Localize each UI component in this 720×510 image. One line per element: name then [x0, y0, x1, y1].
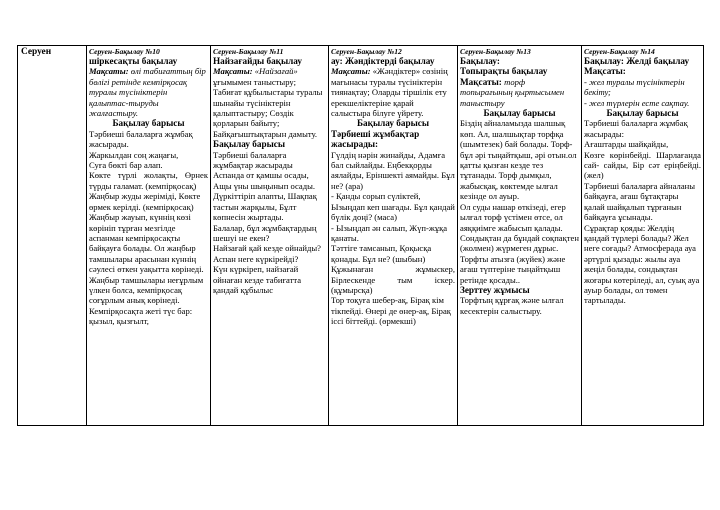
cell-line: Зерттеу жұмысы [460, 284, 530, 295]
cell-line: Балалар, бұл жұмбақтардың шешуі не екен? [213, 222, 317, 243]
cell-line: Серуен-Бақылау №14 [584, 47, 655, 56]
cell-line-segment: «Жәндіктер» сөзінің мағынасы туралы түсініктерін тиянақтау; Оларды тіршілік ету ерекшеліктеріне қарай салыстыра білуге үйрету. [331, 66, 448, 119]
row-label-walk [18, 46, 87, 426]
cell-line: Бақылау барысы [356, 118, 430, 129]
cell-line: Тәрбиеші балаларға айналаны байқауға, ағаш бұтақтары қалай шайқалып тұрғанын байқауға ұсынады. [584, 180, 696, 223]
cell-line: Көзге көрінбейді. Шарлағанда сай- сайды, Бір сәт еріңбейді. (жел) [584, 149, 701, 181]
cell-observation-14 [582, 46, 704, 426]
cell-line: Тәрбиеші балаларға жұмбақ жасырады. [89, 128, 193, 150]
cell-line: - жел түрлерін есте сақтау. [584, 97, 690, 108]
cell-line: Тәрбиеші балаларға жұмбақ жасырады: [584, 118, 688, 139]
cell-line: Серуен-Бақылау №10 [89, 47, 160, 56]
cell-line: Найзағай қай кезде ойнайды? [213, 243, 321, 254]
cell-line [331, 66, 455, 118]
cell-line: Суға бөкті бар алап. [89, 160, 163, 171]
cell-line: Тәрбиеші балаларға жұмбақтар жасырады [213, 149, 293, 171]
cell-line: Біздің айналамызда шалшық көп. Ал, шалшықтар торфқа (шымтезек) бай болады. Торф-бұл әрі тыңайтқыш, әрі отын.ол қатты қызған кезде тез тұтанады. Торф дымқыл, жабысқақ, көктемде ылғал кезінде ол ауыр. [460, 118, 577, 202]
cell-line [89, 66, 208, 118]
cell-line: Найзағайды бақылау [213, 56, 303, 66]
cell-line: Топырақты бақылау [460, 66, 548, 77]
cell-line: Дүркіттіріп алапты, Шақпақ тастын жарқылы, Бұлт көпнесін жыртады. [213, 191, 317, 223]
cell-line: - Қанды сорып сүліктей, Ызыңдап кеп шағады. Бұл қандай бүлік доңі? (маса) [331, 191, 455, 223]
cell-line: Бақылау барысы [606, 108, 679, 119]
cell-line: шіркесақты бақылау [89, 56, 178, 66]
cell-observation-12 [329, 46, 458, 426]
cell-line: Тор тоқуға шебер-ақ, Бірақ кім тікпейді. Өнері де өнер-ақ, Бірақ іссі біттейді. (өрмекші) [331, 295, 451, 327]
cell-line: Бақылау барысы [213, 139, 286, 150]
cell-line: Жаркылдан соң жаңағы, [89, 149, 179, 160]
cell-line: Аспан неге күркірейді? [213, 253, 299, 264]
cell-line [213, 66, 326, 128]
cell-line: Көкте түрлі жолақты, Өрнек түрды галамат. (кемпірқосақ) [89, 170, 208, 191]
cell-line: Серуен-Бақылау №13 [460, 47, 531, 56]
cell-line-segment: Мақсаты: [331, 66, 373, 77]
cell-line: Бақылау барысы [112, 118, 185, 129]
cell-observation-13 [458, 46, 582, 426]
cell-line: Гүлдің нәрін жинайды, Адамға бал сыйлайды. Еңбекқорды аялайды, Еріншекті аямайды. Бұл не? (ара) [331, 149, 455, 191]
cell-line-segment: Мақсаты: [213, 66, 255, 77]
cell-observation-10 [87, 46, 211, 426]
cell-line: Кемпірқосақта жеті түс бар: қызыл, қызғылт, [89, 305, 193, 327]
cell-line: Құжынаған жұмыскер, Бірлескенде тым іскер. (құмырсқа) [331, 264, 455, 295]
row-label-text: Серуен [21, 47, 52, 57]
cell-line: Жаңбыр жауып, күннің көзі көрініп тұрған мезгілде аспанман кемпірқосақты байқауға болады. Ол жаңбыр тамшылары арасынан күннің сәулесі өткен уақытта көрінеді. Жаңбыр тамшылары неғұрлым үлкен болса, кемпірқосақ соғұрлым анық көрінеді. [89, 212, 204, 306]
cell-line: Бақылау: [460, 56, 500, 66]
cell-line: Аспанда от қамшы осады, Ащы үны шыңынып осады. [213, 170, 315, 191]
cell-line: Тәттіге тамсанып, Қоқысқа қонады. Бұл не? (шыбын) [331, 243, 432, 264]
walk-row [18, 46, 704, 426]
cell-line-segment: торф топырағының қыртысымен таныстыру [460, 76, 565, 108]
cell-line-segment: Мақсаты: [460, 76, 505, 87]
cell-line: Торфтың құрғақ және ылғал кесектерін салыстыру. [460, 295, 564, 316]
cell-line: Сұрақтар қояды: Желдің қандай түрлері болады? Жел неге соғады? Атмосферада ауа әртүрлі қызады: жылы ауа жеңіл болады, сондықтан жоғары көтеріледі, ал, суық ауа ауыр болады, ол төмен тартылады. [584, 222, 700, 306]
cell-line: Байқағыштықтарын дамыту. [213, 128, 318, 139]
cell-line: Жаңбыр жуды жеріміді, Көкте өрмек керілді. (кемпірқосақ) [89, 191, 201, 212]
cell-line: Серуен-Бақылау №12 [331, 47, 402, 56]
observation-plan-table [17, 45, 704, 426]
cell-line: - Ызыңдап ән салып, Жүп-жұқа қанаты. [331, 222, 448, 243]
cell-line: Ағаштарды шайқайды, [584, 139, 669, 150]
cell-line-segment: ұғымымен таныстыру; Табиғат құбылыстары туралы шынайы түсініктерін қалыптастыру; Сөздік қорларын байыту; [213, 76, 323, 129]
cell-line: Тәрбиеші жұмбақтар жасырады: [331, 128, 420, 150]
cell-line: ау: Жәндіктерді бақылау [331, 56, 435, 66]
cell-line: - жел туралы түсініктерін бекіту; [584, 76, 685, 98]
cell-line: Бақылау барысы [483, 108, 556, 119]
cell-line-segment: «Найзағай» [254, 66, 298, 77]
cell-line: Күн күркіреп, найзағай ойнаған кезде табиғатта қандай құбылыс [213, 264, 302, 295]
cell-line-segment: өлі табиғаттың бір бөлігі ретінде кемпірқосақ туралы түсініктерін қалыптас-тыруды жалғастыру. [89, 66, 206, 119]
cell-line-segment: Мақсаты: [89, 66, 131, 77]
cell-line: Серуен-Бақылау №11 [213, 47, 284, 56]
cell-line: Ол суды нашар өткізеді, егер ылғал торф үстімен өтсе, ол аяққиімге жабысып қалады. Сондықтан да бұндай соқпақтен (жолмен) жүрмеген дұрыс. Торфты атызға (жүйек) және ағаш түптеріне тыңайтқыш ретінде қосады.. [460, 201, 579, 285]
cell-line: Бақылау: Желді бақылау Мақсаты: [584, 56, 690, 77]
cell-observation-11 [211, 46, 329, 426]
cell-line [460, 77, 579, 108]
